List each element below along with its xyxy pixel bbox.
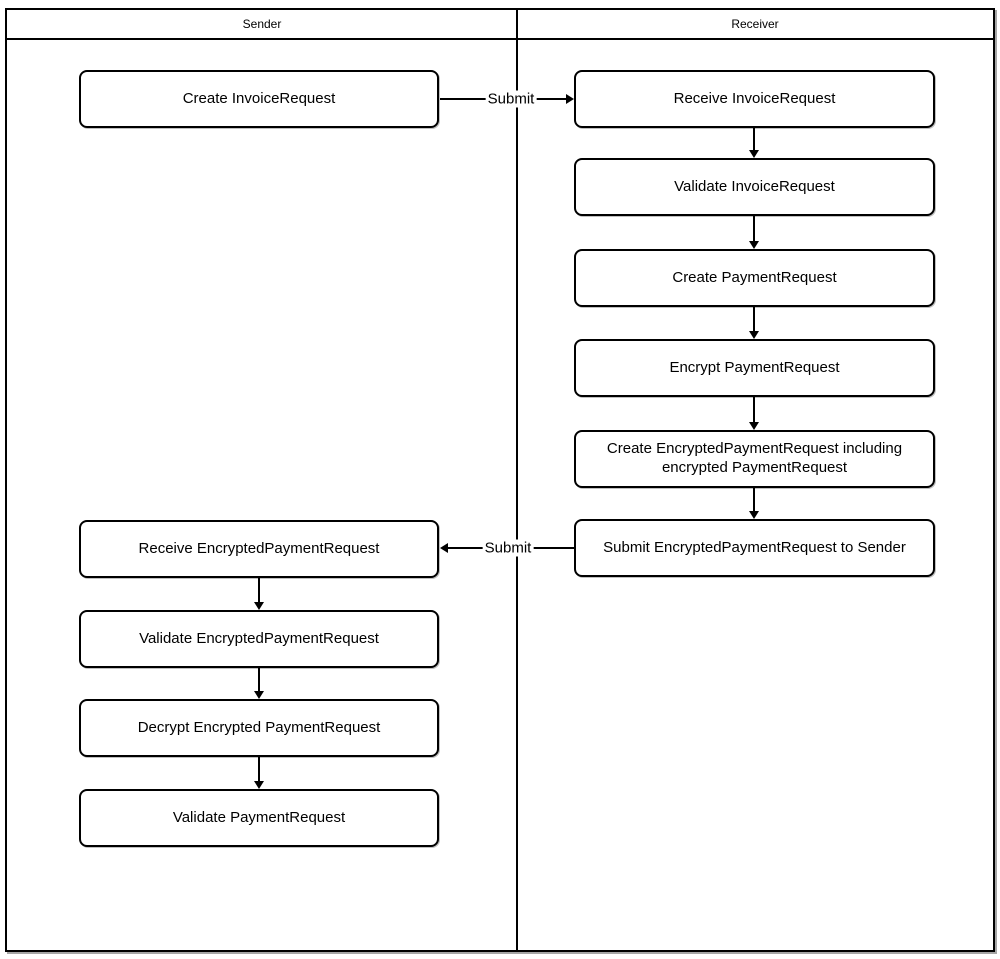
arrow-validate-invoicerequest-to-create-paymentrequest xyxy=(753,216,755,241)
arrow-receive-to-validate-encryptedpaymentrequest xyxy=(258,578,260,602)
lane-header-row xyxy=(7,10,993,40)
node-receive-encryptedpaymentrequest: Receive EncryptedPaymentRequest xyxy=(79,520,439,578)
arrow-decrypt-to-validate-paymentrequest xyxy=(258,757,260,781)
node-create-paymentrequest: Create PaymentRequest xyxy=(574,249,935,307)
edge-label-submit-invoicerequest: Submit xyxy=(487,90,535,108)
node-create-encryptedpaymentrequest: Create EncryptedPaymentRequest including encrypted PaymentRequest xyxy=(574,430,935,488)
arrow-create-encrypted-to-submit xyxy=(753,488,755,511)
node-create-invoicerequest: Create InvoiceRequest xyxy=(79,70,439,128)
node-decrypt-encrypted-paymentrequest: Decrypt Encrypted PaymentRequest xyxy=(79,699,439,757)
lane-sender-label: Sender xyxy=(242,17,282,31)
node-submit-encryptedpaymentrequest: Submit EncryptedPaymentRequest to Sender xyxy=(574,519,935,577)
edge-label-submit-encryptedpaymentrequest: Submit xyxy=(484,539,532,557)
node-validate-paymentrequest: Validate PaymentRequest xyxy=(79,789,439,847)
node-receive-invoicerequest: Receive InvoiceRequest xyxy=(574,70,935,128)
node-encrypt-paymentrequest: Encrypt PaymentRequest xyxy=(574,339,935,397)
node-validate-invoicerequest: Validate InvoiceRequest xyxy=(574,158,935,216)
arrow-receive-to-validate-invoicerequest xyxy=(753,128,755,150)
lane-header-sender xyxy=(7,10,517,38)
lane-header-receiver xyxy=(517,10,993,38)
lane-receiver-label: Receiver xyxy=(731,17,779,31)
arrow-validate-to-decrypt-encryptedpaymentrequest xyxy=(258,668,260,691)
arrow-create-to-encrypt-paymentrequest xyxy=(753,307,755,331)
arrow-encrypt-to-create-encryptedpaymentrequest xyxy=(753,397,755,422)
node-validate-encryptedpaymentrequest: Validate EncryptedPaymentRequest xyxy=(79,610,439,668)
lane-divider xyxy=(516,10,518,950)
